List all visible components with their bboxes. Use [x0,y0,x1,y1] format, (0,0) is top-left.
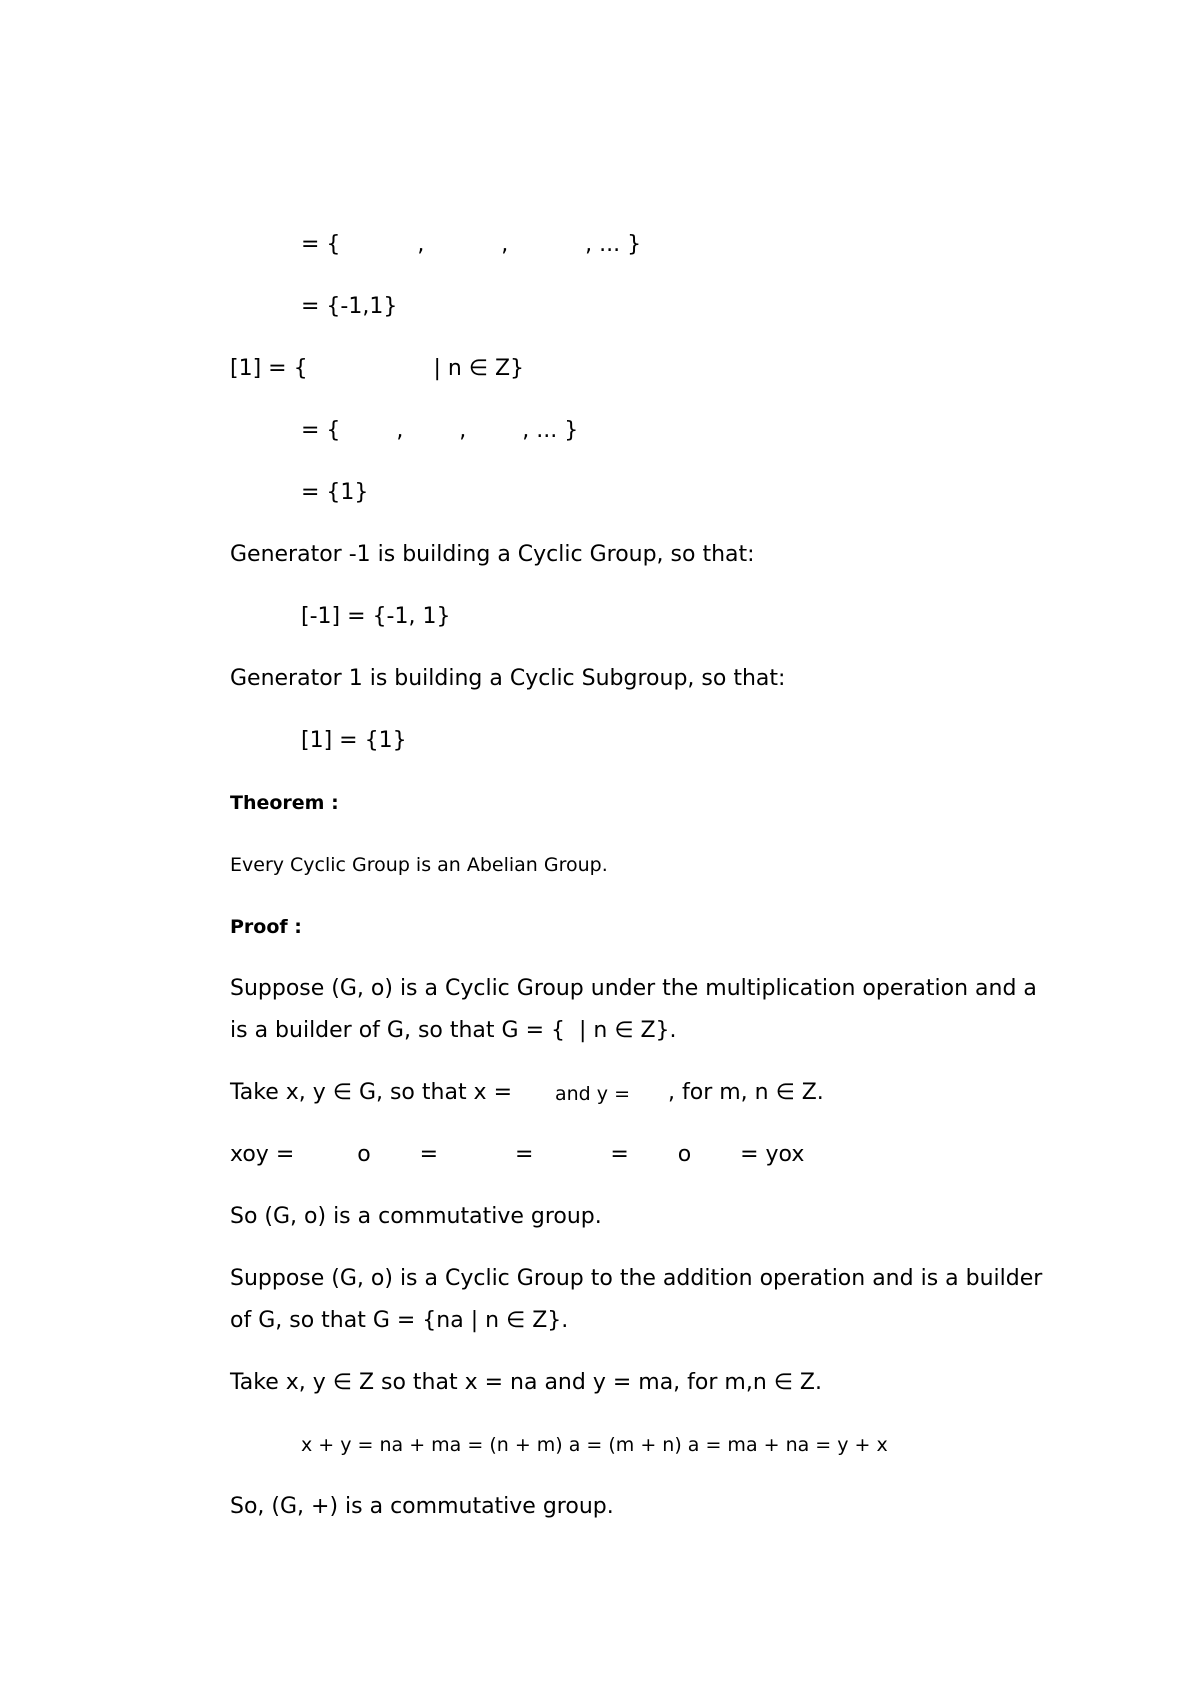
set-expansion-line-1: = { , , , ... } [301,232,642,257]
proof-paragraph-1-line-2: is a builder of G, so that G = { | n ∈ Z}. [230,1018,677,1043]
commutativity-equation-additive: x + y = na + ma = (n + m) a = (m + n) a = ma + na = y + x [301,1434,888,1456]
set-expansion-line-2: = { , , , ... } [301,418,579,443]
theorem-heading: Theorem : [230,792,339,814]
theorem-statement: Every Cyclic Group is an Abelian Group. [230,854,608,876]
commutativity-equation-multiplicative: xoy = o = = = o = yox [230,1142,805,1167]
generator-one-definition: [1] = { | n ∈ Z} [230,356,525,381]
proof-paragraph-2-line-1: Suppose (G, o) is a Cyclic Group to the addition operation and is a builder [230,1266,1043,1291]
take-elements-line-part-1: Take x, y ∈ G, so that x = [230,1080,513,1105]
proof-paragraph-1-line-1: Suppose (G, o) is a Cyclic Group under the multiplication operation and a [230,976,1037,1001]
take-elements-line-part-3: , for m, n ∈ Z. [668,1080,824,1105]
conclusion-multiplicative: So (G, o) is a commutative group. [230,1204,602,1229]
generator-one-set: [1] = {1} [301,728,407,753]
set-result-line-1: = {-1,1} [301,294,398,319]
generator-minus-one-set: [-1] = {-1, 1} [301,604,451,629]
conclusion-additive: So, (G, +) is a commutative group. [230,1494,614,1519]
proof-heading: Proof : [230,916,302,938]
take-elements-line-part-2: and y = [555,1083,630,1105]
generator-minus-one-statement: Generator -1 is building a Cyclic Group, so that: [230,542,755,567]
take-elements-additive: Take x, y ∈ Z so that x = na and y = ma, for m,n ∈ Z. [230,1370,822,1395]
generator-one-statement: Generator 1 is building a Cyclic Subgroup, so that: [230,666,786,691]
proof-paragraph-2-line-2: of G, so that G = {na | n ∈ Z}. [230,1308,569,1333]
set-result-line-2: = {1} [301,480,369,505]
